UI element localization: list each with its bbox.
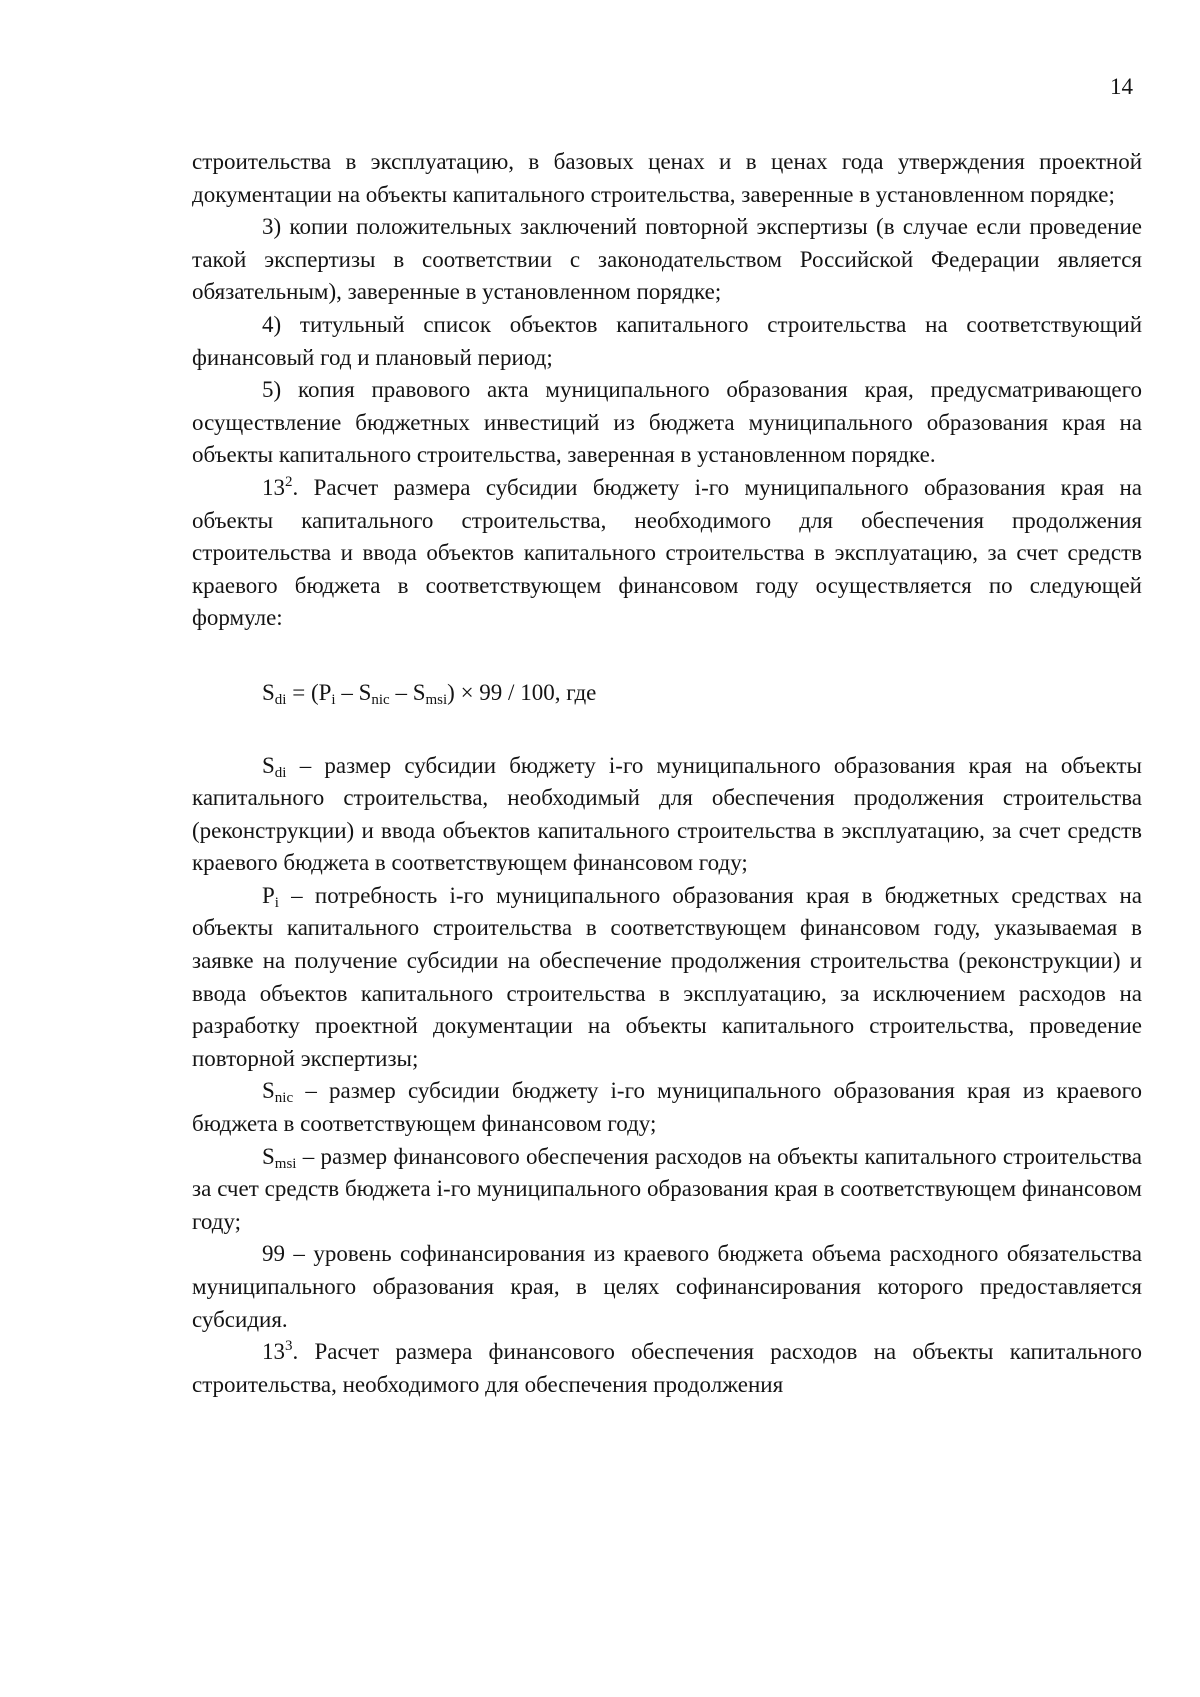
list-item-4: 4) титульный список объектов капитального строительства на соответствующий финансовый год и плановый период; [192,311,1142,370]
formula-subscript: di [274,691,287,708]
paragraph-continuation: строительства в эксплуатацию, в базовых ценах и в ценах года утверждения проектной документации на объекты капитального строительства, заверенные в установленном порядке; [192,149,1142,207]
formula-symbol: S [262,679,275,705]
formula-part: – S [389,679,426,705]
definition-snic [192,1075,1142,1140]
page-number: 14 [1110,74,1133,99]
definition-text: – потребность i-го муниципального образования края в бюджетных средствах на объекты капитального строительства в соответствующем финансовом году, указываемая в заявке на получение субсидии на обеспечение продолжения строительства (реконструкции) и ввода объектов капитального строительства в эксплуатацию, за исключением расходов на разработку проектной документации на объекты капитального строительства, проведение повторной экспертизы; [192,882,1142,1071]
formula-part: = (P [286,679,332,705]
definition-pi [192,880,1142,1076]
definition-sdi [192,750,1142,880]
paragraph-text: . Расчет размера финансового обеспечения расходов на объекты капитального строительства, необходимого для обеспечения продолжения [192,1339,1142,1397]
definition-text: – уровень софинансирования из краевого бюджета объема расходного обязательства муниципального образования края, в целях софинансирования которого предоставляется субсидия. [192,1241,1142,1332]
definition-subscript: di [274,764,287,781]
definition-symbol: S [262,752,275,778]
section-number: 13 [262,474,285,500]
section-number: 13 [262,1339,285,1365]
definition-text: – размер субсидии бюджету i-го муниципального образования края из краевого бюджета в соответствующем финансовом году; [192,1078,1142,1137]
formula-part: ) × 99 / 100, где [447,679,597,705]
document-body [192,146,1142,1401]
definition-symbol: S [262,1078,275,1104]
definition-text: – размер финансового обеспечения расходов на объекты капитального строительства за счет средств бюджета i-го муниципального образования края в соответствующем финансовом году; [192,1143,1142,1234]
section-superscript: 2 [285,473,293,490]
definition-text: – размер субсидии бюджету i-го муниципального образования края на объекты капитального строительства, необходимый для обеспечения продолжения строительства (реконструкции) и ввода объектов капитального строительства в эксплуатацию, за счет средств краевого бюджета в соответствующем финансовом году; [192,752,1142,876]
paragraph-13-3 [192,1336,1142,1401]
definition-subscript: nic [274,1090,294,1107]
formula-subscript: nic [371,691,390,708]
formula-subscript: i [331,691,336,708]
paragraph-13-2 [192,472,1142,635]
formula-part: – S [335,679,372,705]
section-superscript: 3 [285,1338,293,1355]
definition-symbol: S [262,1143,275,1169]
definition-subscript: i [274,894,279,911]
paragraph-text: . Расчет размера субсидии бюджету i-го муниципального образования края на объекты капитального строительства, необходимого для обеспечения продолжения строительства и ввода объектов капитального строительства в эксплуатацию, за счет средств краевого бюджета в соответствующем финансовом году осуществляется по следующей формуле: [192,474,1142,631]
definition-subscript: msi [274,1155,297,1172]
list-item-3: 3) копии положительных заключений повторной экспертизы (в случае если проведение такой экспертизы в соответствии с законодательством Российской Федерации является обязательным), заверенные в установленном порядке; [192,214,1142,305]
formula [262,677,1142,710]
definition-smsi [192,1141,1142,1239]
list-item-5: 5) копия правового акта муниципального образования края, предусматривающего осуществление бюджетных инвестиций из бюджета муниципального образования края на объекты капитального строительства, заверенная в установленном порядке. [192,377,1142,468]
definition-symbol: 99 [262,1241,285,1267]
definition-symbol: P [262,882,275,908]
formula-subscript: msi [425,691,448,708]
definition-99 [192,1238,1142,1336]
